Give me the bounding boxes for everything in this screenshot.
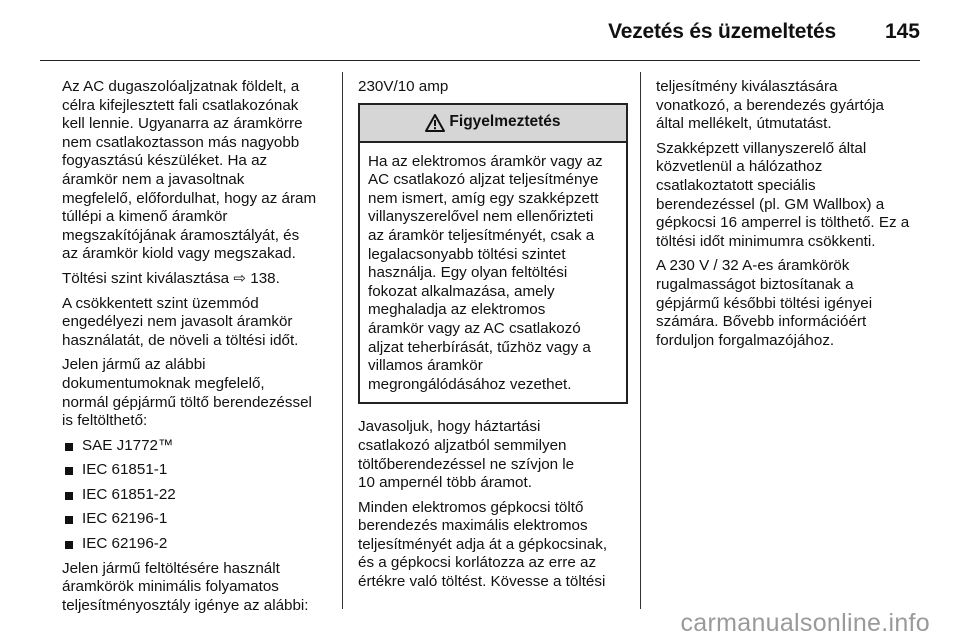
column-1 — [62, 78, 332, 621]
paragraph-ac-outlet: Az AC dugaszolóaljzatnak földelt, a célra kifejlesztett fali csatlakozónak kell lennie. Ugyanarra az áramkörre nem csatlakoztasson más nagyobb fogyasztású készüléket. Ha az áramkör nem a javasoltnak megfelelő, előfordulhat, hogy az áram túllépi a kimenő áramkör megszakítójának áramosztályát, és az áramkör kiold vagy megszakad. — [62, 78, 317, 263]
paragraph-rating-value: 230V/10 amp — [358, 78, 449, 95]
header-divider — [40, 60, 920, 61]
list-item: IEC 62196-1 — [62, 510, 332, 529]
list-item: SAE J1772™ — [62, 437, 332, 456]
list-item: IEC 62196-2 — [62, 535, 332, 554]
page-number: 145 — [884, 20, 920, 43]
warning-text: Ha az elektromos áramkör vagy az AC csatlakozó aljzat teljesítménye nem ismert, amíg egy szakképzett villanyszerelővel nem ellenőrizteti az áramkör teljesítményét, csak a legalacsonyabb töltési szintet használja. Egy olyan feltöltési fokozat alkalmazása, amely meghaladja az elektromos áramkör vagy az AC csatlakozó aljzat teherbírását, tűzhöz vagy a villamos áramkör megrongálódásához vezethet. — [368, 152, 603, 393]
paragraph-household-outlet: Javasoljuk, hogy háztartási csatlakozó aljzatból semmilyen töltőberendezéssel ne szívjon le 10 ampernél több áramot. — [358, 418, 575, 492]
warning-title: Figyelmeztetés — [449, 113, 561, 131]
standards-list — [62, 437, 332, 554]
warning-header — [360, 105, 626, 143]
warning-triangle-icon — [425, 114, 445, 132]
list-item: IEC 61851-1 — [62, 461, 332, 480]
paragraph-standards-intro: Jelen jármű az alábbi dokumentumoknak megfelelő, normál gépjármű töltő berendezéssel is feltölthető: — [62, 356, 312, 430]
warning-box — [358, 103, 628, 405]
paragraph-reduced-mode: A csökkentett szint üzemmód engedélyezi nem javasolt áramkör használatát, de növeli a töltési időt. — [62, 294, 299, 349]
paragraph-min-rating: Jelen jármű feltöltésére használt áramkörök minimális folyamatos teljesítményosztály igénye az alábbi: — [62, 559, 309, 614]
column-2 — [358, 78, 628, 598]
paragraph-charge-level-link[interactable]: Töltési szint kiválasztása ⇨ 138. — [62, 269, 280, 287]
page-header-title: Vezetés és üzemeltetés — [608, 20, 836, 43]
list-item: IEC 61851-22 — [62, 486, 332, 505]
column-divider-1 — [342, 72, 343, 609]
paragraph-wallbox: Szakképzett villanyszerelő által közvetlenül a hálózathoz csatlakoztatott speciális berendezéssel (pl. GM Wallbox) a gépkocsi 16 amperrel is tölthető. Ez a töltési időt minimumra csökkenti. — [656, 139, 910, 250]
paragraph-max-power: Minden elektromos gépkocsi töltő berendezés maximális elektromos teljesítményét adja át a gépkocsinak, és a gépkocsi korlátozza az erre az értékre való töltést. Kövesse a töltési — [358, 498, 608, 591]
watermark: carmanualsonline.info — [680, 609, 930, 637]
paragraph-32a-circuits: A 230 V / 32 A-es áramkörök rugalmasságot biztosítanak a gépjármű későbbi töltési igényei számára. Bővebb információért forduljon forgalmazójához. — [656, 257, 873, 349]
paragraph-manufacturer-guide: teljesítmény kiválasztására vonatkozó, a berendezés gyártója által mellékelt, útmutatást. — [656, 78, 884, 133]
column-3 — [656, 78, 924, 356]
column-divider-2 — [640, 72, 641, 609]
